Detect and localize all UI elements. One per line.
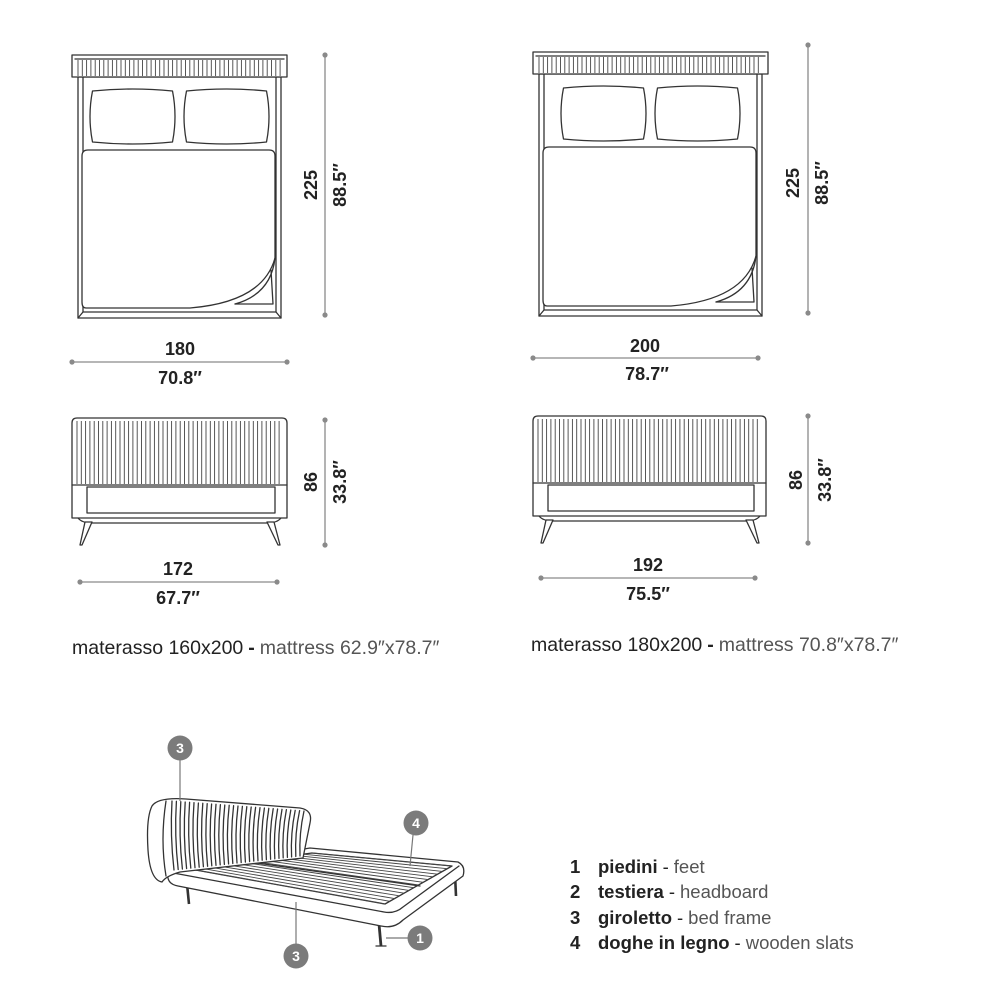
caption-italian: materasso 180x200 [531, 634, 703, 656]
legend-separator: - [662, 856, 669, 877]
dimension-end-dot [752, 575, 757, 580]
plan-view-bed-180 [533, 52, 768, 316]
dimension-end-dot [284, 359, 289, 364]
front-view-bed-160 [72, 418, 287, 545]
legend-item [598, 932, 854, 953]
plan-depth-dimension-right [783, 42, 832, 315]
dimension-end-dot [805, 413, 810, 418]
legend-item [598, 881, 768, 902]
bed-leg [379, 924, 381, 946]
bed-leg [267, 522, 280, 545]
dimension-end-dot [530, 355, 535, 360]
plan-depth-dimension-left [301, 52, 350, 317]
caption-english: mattress 70.8″x78.7″ [718, 634, 899, 656]
dimension-end-dot [538, 575, 543, 580]
plan-width-dimension-left [69, 339, 289, 388]
dimension-end-dot [69, 359, 74, 364]
legend-english: feet [673, 856, 705, 877]
caption-italian: materasso 160x200 [72, 637, 244, 659]
dimension-end-dot [274, 579, 279, 584]
parts-legend [570, 856, 854, 953]
legend-italian: doghe in legno [598, 932, 730, 953]
legend-number [570, 856, 580, 877]
front-view-bed-180 [533, 416, 766, 543]
front-width-in-label: 67.7″ [156, 588, 200, 608]
bed-leg [80, 522, 92, 545]
legend-italian: giroletto [598, 907, 672, 928]
front-height-dimension-left [301, 417, 350, 547]
callout-number: 4 [412, 815, 420, 831]
duvet [543, 147, 756, 306]
front-width-dimension-left [77, 559, 279, 608]
dimension-end-dot [322, 542, 327, 547]
legend-italian: piedini [598, 856, 658, 877]
depth-cm-label: 225 [783, 167, 803, 199]
pillow [184, 89, 269, 144]
legend-num: 1 [570, 856, 581, 877]
legend-english: headboard [680, 881, 769, 902]
callout-number: 3 [292, 948, 300, 964]
plan-view-bed-160 [72, 55, 287, 318]
dimension-end-dot [322, 52, 327, 57]
width-in-label: 78.7″ [625, 364, 669, 384]
front-width-cm-label: 192 [632, 555, 664, 575]
width-cm-label: 200 [629, 336, 661, 356]
bed-frame-panel [548, 485, 754, 511]
mattress-caption-right [531, 634, 899, 656]
dimension-end-dot [322, 312, 327, 317]
depth-in-label: 88.5″ [812, 161, 832, 205]
pillow [655, 86, 740, 141]
duvet [82, 150, 275, 308]
depth-cm-label: 225 [301, 169, 321, 201]
callout-number: 1 [416, 930, 424, 946]
bed-base-plinth [539, 516, 760, 521]
callout-number: 3 [176, 740, 184, 756]
legend-separator: - [677, 907, 684, 928]
pillow [561, 86, 646, 141]
dimension-end-dot [805, 42, 810, 47]
front-width-dimension-right [538, 555, 757, 604]
legend-number [570, 881, 580, 902]
front-width-in-label: 75.5″ [626, 584, 670, 604]
bed-leg [746, 520, 759, 543]
legend-english: wooden slats [745, 932, 854, 953]
caption-separator: - [707, 634, 714, 656]
dimension-end-dot [77, 579, 82, 584]
height-cm-label: 86 [301, 471, 321, 493]
height-cm-label: 86 [786, 469, 806, 491]
legend-separator: - [668, 881, 675, 902]
bed-base-plinth [78, 518, 281, 523]
legend-item [598, 907, 771, 928]
bed-leg [541, 520, 553, 543]
legend-num: 2 [570, 881, 581, 902]
legend-separator: - [734, 932, 741, 953]
caption-english: mattress 62.9″x78.7″ [259, 637, 440, 659]
mattress-caption-left [72, 637, 440, 659]
plan-width-dimension-right [530, 336, 760, 384]
front-width-cm-label: 172 [162, 559, 194, 579]
width-in-label: 70.8″ [158, 368, 202, 388]
dimension-end-dot [755, 355, 760, 360]
legend-italian: testiera [598, 881, 664, 902]
legend-item [598, 856, 705, 877]
legend-num: 4 [570, 932, 581, 953]
height-in-label: 33.8″ [815, 458, 835, 502]
width-cm-label: 180 [164, 339, 196, 359]
legend-number [570, 932, 581, 953]
bed-frame-panel [87, 487, 275, 513]
legend-english: bed frame [688, 907, 772, 928]
pillow [90, 89, 175, 144]
height-in-label: 33.8″ [330, 460, 350, 504]
legend-num: 3 [570, 907, 581, 928]
legend-number [570, 907, 580, 928]
dimension-end-dot [322, 417, 327, 422]
dimension-end-dot [805, 540, 810, 545]
depth-in-label: 88.5″ [330, 163, 350, 207]
front-height-dimension-right [786, 413, 835, 545]
caption-separator: - [248, 637, 255, 659]
dimension-end-dot [805, 310, 810, 315]
